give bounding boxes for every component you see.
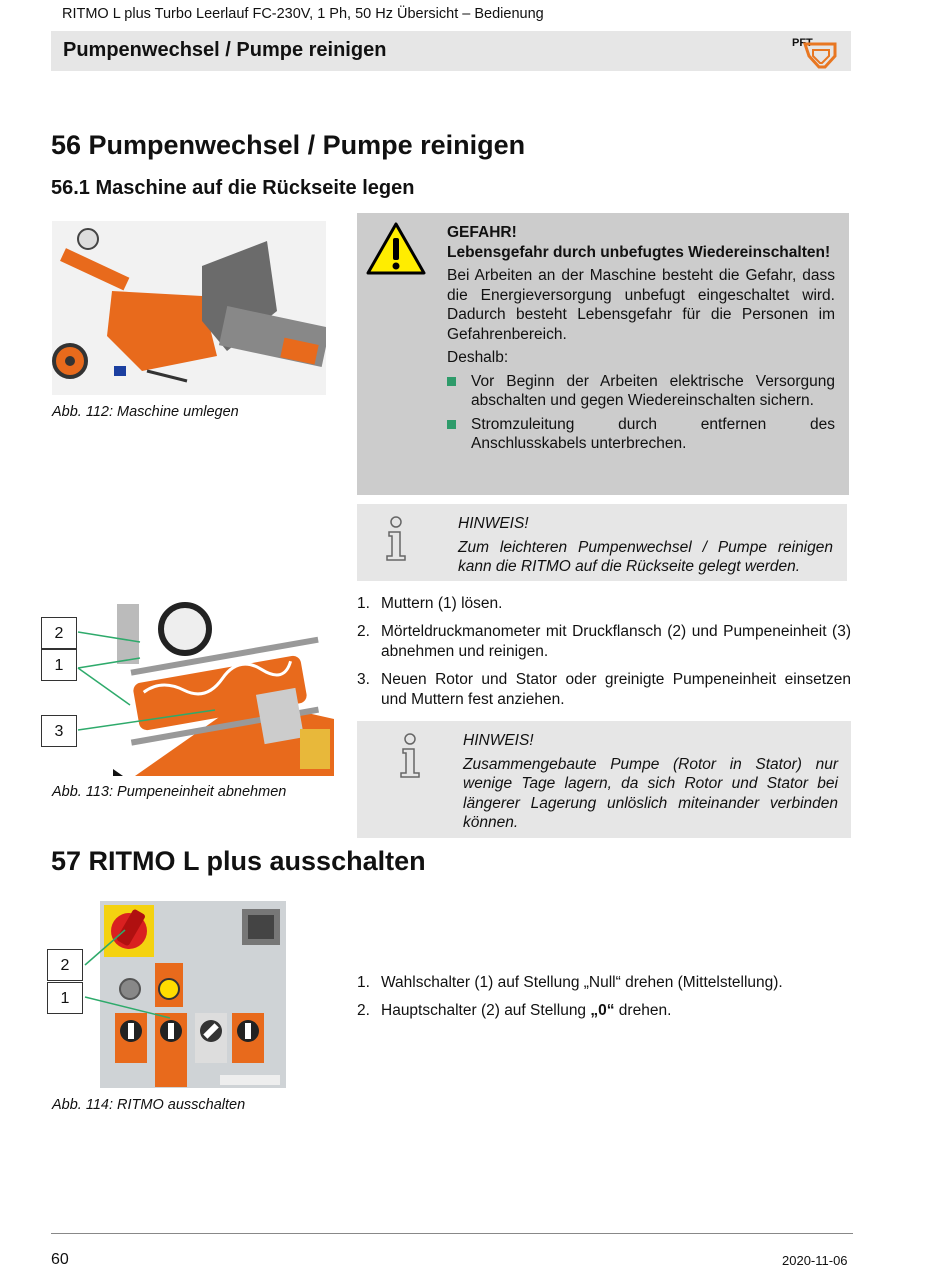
- section-56-title: 56 Pumpenwechsel / Pumpe reinigen: [51, 130, 526, 160]
- danger-heading: GEFAHR!: [447, 224, 517, 241]
- note-box-1: [357, 504, 847, 581]
- step-item: 2. Hauptschalter (2) auf Stellung „0“ drehen.: [357, 1001, 672, 1019]
- section-header-title: Pumpenwechsel / Pumpe reinigen: [63, 39, 387, 61]
- note-2-heading: HINWEIS!: [463, 732, 534, 749]
- document-date: 2020-11-06: [782, 1253, 848, 1268]
- pump-change-steps: [357, 594, 851, 718]
- section-57-title: 57 RITMO L plus ausschalten: [51, 846, 426, 876]
- danger-therefore: Deshalb:: [447, 349, 509, 366]
- info-icon: [397, 733, 423, 779]
- section-header-bar: [51, 31, 851, 71]
- info-icon: [383, 516, 409, 562]
- step-item: 1. Muttern (1) lösen.: [357, 595, 503, 612]
- warning-triangle-icon: [365, 221, 427, 277]
- step-item: 3. Neuen Rotor und Stator oder greinigte Pumpeneinheit einsetzen und Muttern fest anziehen.: [357, 670, 851, 708]
- note-box-2: [357, 721, 851, 838]
- callout-1: 1: [41, 649, 77, 681]
- danger-text: [447, 223, 835, 458]
- callout-2: 2: [41, 617, 77, 649]
- danger-bullet: Stromzuleitung durch entfernen des Anschlusskabels unterbrechen.: [447, 415, 835, 454]
- callout-1: 1: [47, 982, 83, 1014]
- danger-bullet-list: [447, 372, 835, 454]
- note-1-text: Zum leichteren Pumpenwechsel / Pumpe reinigen kann die RITMO auf die Rückseite gelegt werden.: [458, 538, 833, 575]
- figure-113-caption: Abb. 113: Pumpeneinheit abnehmen: [52, 784, 287, 800]
- danger-body: Bei Arbeiten an der Maschine besteht die Gefahr, dass die Energieversorgung unbefugt eingeschaltet wird. Dadurch besteht Lebensgefahr für die Personen im Gefahrenbereich.: [447, 267, 835, 343]
- danger-bullet: Vor Beginn der Arbeiten elektrische Versorgung abschalten und gegen Wiedereinschalten sichern.: [447, 372, 835, 411]
- figure-114-callout-lines: [80, 910, 200, 1030]
- section-56-1-title: 56.1 Maschine auf die Rückseite legen: [51, 177, 415, 199]
- page-number: 60: [51, 1251, 69, 1268]
- step-item: 1. Wahlschalter (1) auf Stellung „Null“ drehen (Mittelstellung).: [357, 974, 783, 991]
- danger-warning-box: [357, 213, 849, 495]
- step-item: 2. Mörteldruckmanometer mit Druckflansch (2) und Pumpeneinheit (3) abnehmen und reinigen.: [357, 622, 851, 660]
- figure-114-caption: Abb. 114: RITMO ausschalten: [52, 1097, 246, 1113]
- callout-3: 3: [41, 715, 77, 747]
- machine-tilt-image: [52, 221, 326, 395]
- footer-divider: [51, 1233, 853, 1234]
- switch-off-steps: [357, 973, 851, 1028]
- document-title: RITMO L plus Turbo Leerlauf FC-230V, 1 Ph, 50 Hz Übersicht – Bedienung: [62, 6, 544, 22]
- note-2-text: Zusammengebaute Pumpe (Rotor in Stator) nur wenige Tage lagern, da sich Rotor und Stator bei längerer Lagerung unlöslich miteinander verbinden können.: [463, 755, 838, 831]
- note-1-heading: HINWEIS!: [458, 515, 529, 532]
- pft-logo: [791, 34, 841, 70]
- danger-subheading: Lebensgefahr durch unbefugtes Wiedereinschalten!: [447, 243, 831, 261]
- callout-2: 2: [47, 949, 83, 981]
- figure-112-caption: Abb. 112: Maschine umlegen: [52, 404, 239, 420]
- svg-text:PFT: PFT: [792, 37, 813, 49]
